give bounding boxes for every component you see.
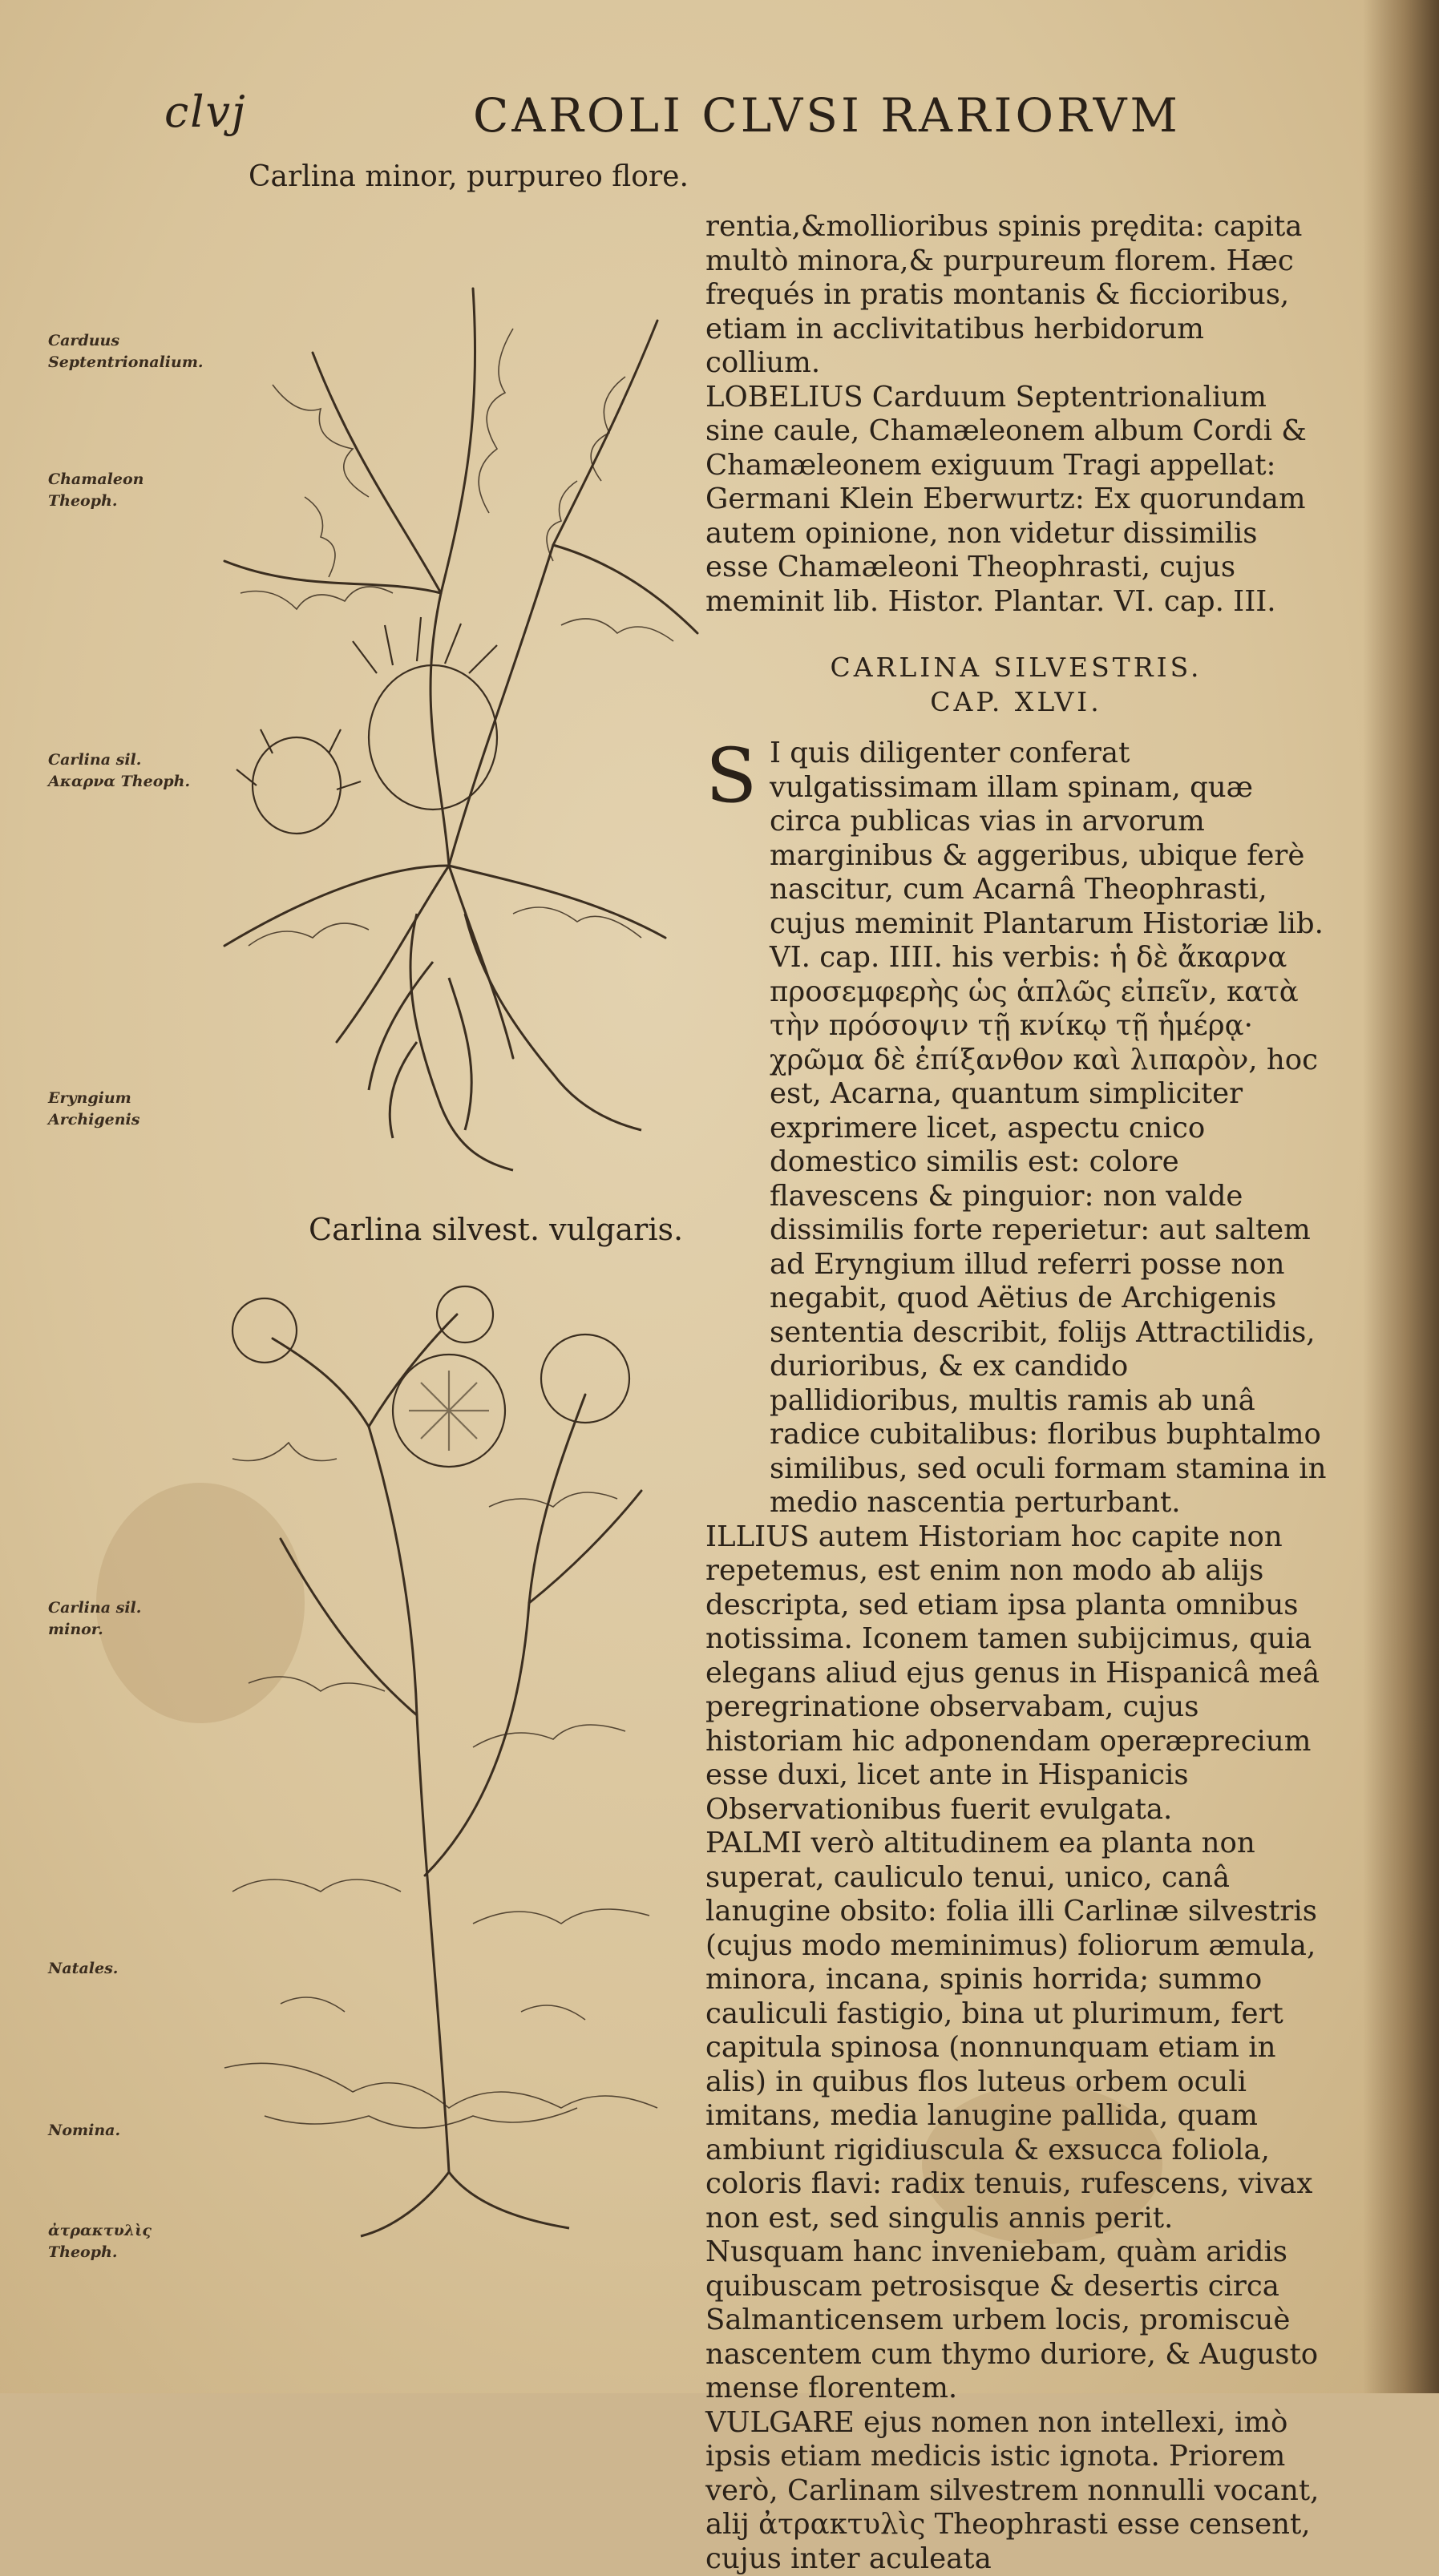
paragraph: VULGARE ejus nomen non intellexi, imò ipsis etiam medicis istic ignota. Priorem verò, Carlinam silvestrem nonnulli vocant, alij ἀτρακτυλὶς Theophrasti esse censent, cujus inter aculeata <box>705 2406 1327 2576</box>
margin-note: Carduus Septentrionalium. <box>48 330 192 373</box>
margin-note: Carlina sil. Ακαρνα Theoph. <box>48 749 192 793</box>
margin-note: Carlina sil. minor. <box>48 1597 192 1641</box>
drop-cap: S <box>705 740 757 814</box>
running-title: CAROLI CLVSI RARIORVM <box>473 88 1181 143</box>
margin-note: ἀτρακτυλὶς Theoph. <box>48 2220 192 2263</box>
margin-note: Nomina. <box>48 2120 192 2142</box>
folio-number: clvj <box>164 87 247 137</box>
page-gutter-shadow <box>1363 0 1439 2393</box>
woodcut-illustration-top <box>176 256 722 1186</box>
paragraph: LOBELIUS Carduum Septentrionalium sine caule, Chamæleonem album Cordi & Chamæleonem exiguum Tragi appellat: Germani Klein Eberwurtz: Ex quorundam autem opinione, non videtur dissimilis esse Chamæleoni Theophrasti, cujus meminit lib. Histor. Plantar. VI. cap. III. <box>705 381 1327 620</box>
paragraph: ILLIUS autem Historiam hoc capite non repetemus, est enim non modo ab alijs descripta, sed etiam ipsa planta omnibus notissima. Iconem tamen subijcimus, quia elegans aliud ejus genus in Hispanicâ meâ peregrinatione observabam, cujus historiam hic adponendam operæprecium esse duxi, licet ante in Hispanicis Observationibus fuerit evulgata. <box>705 1520 1327 1827</box>
margin-note: Eryngium Archigenis <box>48 1088 192 1131</box>
text-column <box>705 210 1327 2576</box>
paragraph: Nusquam hanc inveniebam, quàm aridis quibuscam petrosisque & desertis circa Salmanticensem urbem locis, promiscuè nascentem cum thymo duriore, & Augusto mense florentem. <box>705 2235 1327 2406</box>
paragraph: I quis diligenter conferat vulgatissimam illam spinam, quæ circa publicas vias in arvorum marginibus & aggeribus, ubique ferè nascitur, cum Acarnâ Theophrasti, cujus meminit Plantarum Historiæ lib. VI. cap. IIII. his verbis: ἡ δὲ ἄκαρνα προσεμφερὴς ὡς ἁπλῶς εἰπεῖν, κατὰ τὴν πρόσοψιν τῇ κνίκῳ τῇ ἡμέρᾳ· χρῶμα δὲ ἐπίξανθον καὶ λιπαρὸν, hoc est, Acarna, quantum simpliciter exprimere licet, aspectu cnico domestico similis est: colore flavescens & pinguior: non valde dissimilis forte reperietur: aut saltem ad Eryngium illud referri posse non negabit, quod Aëtius de Archigenis sententia describit, folijs Attractilidis, durioribus, & ex candido pallidioribus, multis ramis ab unâ radice cubitalibus: floribus buphtalmo similibus, sed oculi formam stamina in medio nascentia perturbant. <box>770 737 1327 1520</box>
figure-caption-bottom: Carlina silvest. vulgaris. <box>309 1212 683 1247</box>
chapter-heading: CARLINA SILVESTRIS. <box>705 651 1327 685</box>
paragraph: rentia,&mollioribus spinis prędita: capita multò minora,& purpureum florem. Hæc frequés in pratis montanis & ficcioribus, etiam in acclivitatibus herbidorum collium. <box>705 210 1327 381</box>
margin-note: Natales. <box>48 1958 192 1980</box>
woodcut-illustration-bottom <box>184 1266 713 2244</box>
margin-note: Chamaleon Theoph. <box>48 469 192 512</box>
chapter-number: CAP. XLVI. <box>705 685 1327 720</box>
figure-caption-top: Carlina minor, purpureo flore. <box>249 160 689 193</box>
paragraph: PALMI verò altitudinem ea planta non superat, cauliculo tenui, unico, canâ lanugine obsito: folia illi Carlinæ silvestris (cujus modo meminimus) foliorum æmula, minora, incana, spinis horrida; summo cauliculi fastigio, bina ut plurimum, fert capitula spinosa (nonnunquam etiam in alis) in quibus flos luteus orbem oculi imitans, media lanugine pallida, quam ambiunt rigidiuscula & exsucca foliola, coloris flavi: radix tenuis, rufescens, vivax non est, sed singulis annis perit. <box>705 1827 1327 2235</box>
first-paragraph <box>705 737 1327 1520</box>
